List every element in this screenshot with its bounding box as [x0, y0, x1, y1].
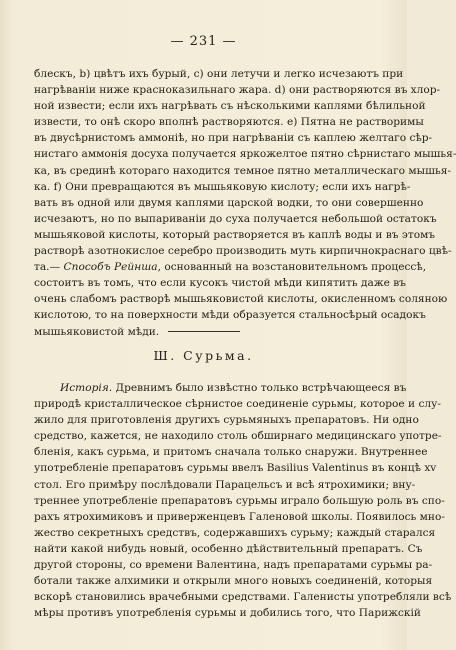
text-line: стол. Его примѣру послѣдовали Парацельсъ и всѣ ятрохимики; вну-: [34, 478, 416, 491]
text-line: рахъ ятрохимиковъ и приверженцевъ Галеновой школы. Появилось мно-: [34, 510, 445, 523]
text-line: ботали также алхимики и открыли много новыхъ соединеній, которыя: [34, 575, 433, 588]
text-line: употребленіе препаратовъ сурьмы ввелъ Basilius Valentinus въ концѣ xv: [34, 462, 437, 475]
text-line: извести, то онѣ скоро вполнѣ растворяются. e) Пятна не растворимы: [34, 116, 424, 129]
text-line: растворѣ азотнокислое серебро производить муть кирпичнокраснаго цвѣ-: [34, 245, 452, 258]
text-line: мышьяковой кислоты, который растворяется въ каплѣ воды и въ этомъ: [34, 228, 436, 241]
text-line: Исторія. Древнимъ было извѣстно только встрѣчающееся въ: [60, 382, 407, 394]
text-line: мышьяковистой мѣди.: [34, 325, 160, 338]
text-line: та.— Способъ Рейнша, основанный на возстановительномъ процессѣ,: [34, 261, 427, 274]
page-number: — 231 —: [170, 34, 237, 49]
section-divider: [168, 331, 240, 332]
text-line: нагрѣваніи ниже красноказильнаго жара. d) они растворяются въ хлор-: [34, 84, 441, 97]
text-line: бленія, какъ сурьма, и притомъ сначала только снаружи. Внутреннее: [34, 446, 428, 459]
text-line: состоитъ въ томъ, что если кусокъ чистой мѣди кипятить даже въ: [34, 277, 406, 290]
text-line: жило для приготовленія другихъ сурьмяныхъ препаратовъ. Ни одно: [34, 414, 419, 427]
section-heading: Ш. Сурьма.: [153, 348, 254, 363]
text-line: ка, въ срединѣ котораго находится темное пятно металлическаго мышья-: [34, 164, 451, 177]
text-line: треннее употребленіе препаратовъ сурьмы играло большую роль въ спо-: [34, 494, 445, 507]
text-line: ной извести; если ихъ нагрѣвать съ нѣсколькими каплями бѣлильной: [34, 100, 426, 113]
paragraph-arsenic-tests: [34, 66, 456, 340]
text-line: нистаго аммонія досуха получается яркожелтое пятно сѣрнистаго мышья-: [34, 148, 456, 161]
text-line: въ двусѣрнистомъ аммоніѣ, но при нагрѣваніи съ каплею желтаго сѣр-: [34, 132, 433, 145]
text-line: жество секретныхъ средствъ, содержавшихъ сурьму; каждый старался: [34, 526, 436, 539]
text-line: мѣры противъ употребленія сурьмы и добились того, что Парижскій: [34, 607, 421, 620]
text-line: очень слабомъ растворѣ мышьяковистой кислоты, окисленномъ соляною: [34, 293, 448, 306]
text-line: вскорѣ становились врачебными средствами. Галенисты употребляли всѣ: [34, 591, 452, 604]
text-line: блескъ, b) цвѣтъ ихъ бурый, c) они летучи и легко исчезаютъ при: [34, 68, 404, 80]
text-line: средство, кажется, не находило столь обширнаго медицинскаго употре-: [34, 430, 442, 443]
text-line: исчезаютъ, но по выпариваніи до суха получается небольшой остатокъ: [34, 212, 437, 225]
paragraph-antimony-history: [34, 380, 452, 621]
text-line: вать въ одной или двумя каплями царской водки, то они совершенно: [34, 196, 424, 209]
text-line: кислотою, то на поверхности мѣди образуется стальносѣрый осадокъ: [34, 309, 426, 322]
text-line: ка. f) Они превращаются въ мышьяковую кислоту; если ихъ нагрѣ-: [34, 180, 411, 193]
text-line: другой стороны, со времени Валентина, надъ препаратами сурьмы ра-: [34, 559, 433, 572]
text-line: найти какой нибудь новый, особенно дѣйствительный препаратъ. Съ: [34, 542, 423, 555]
text-line: природѣ кристаллическое сѣрнистое соединеніе сурьмы, которое и слу-: [34, 398, 441, 411]
